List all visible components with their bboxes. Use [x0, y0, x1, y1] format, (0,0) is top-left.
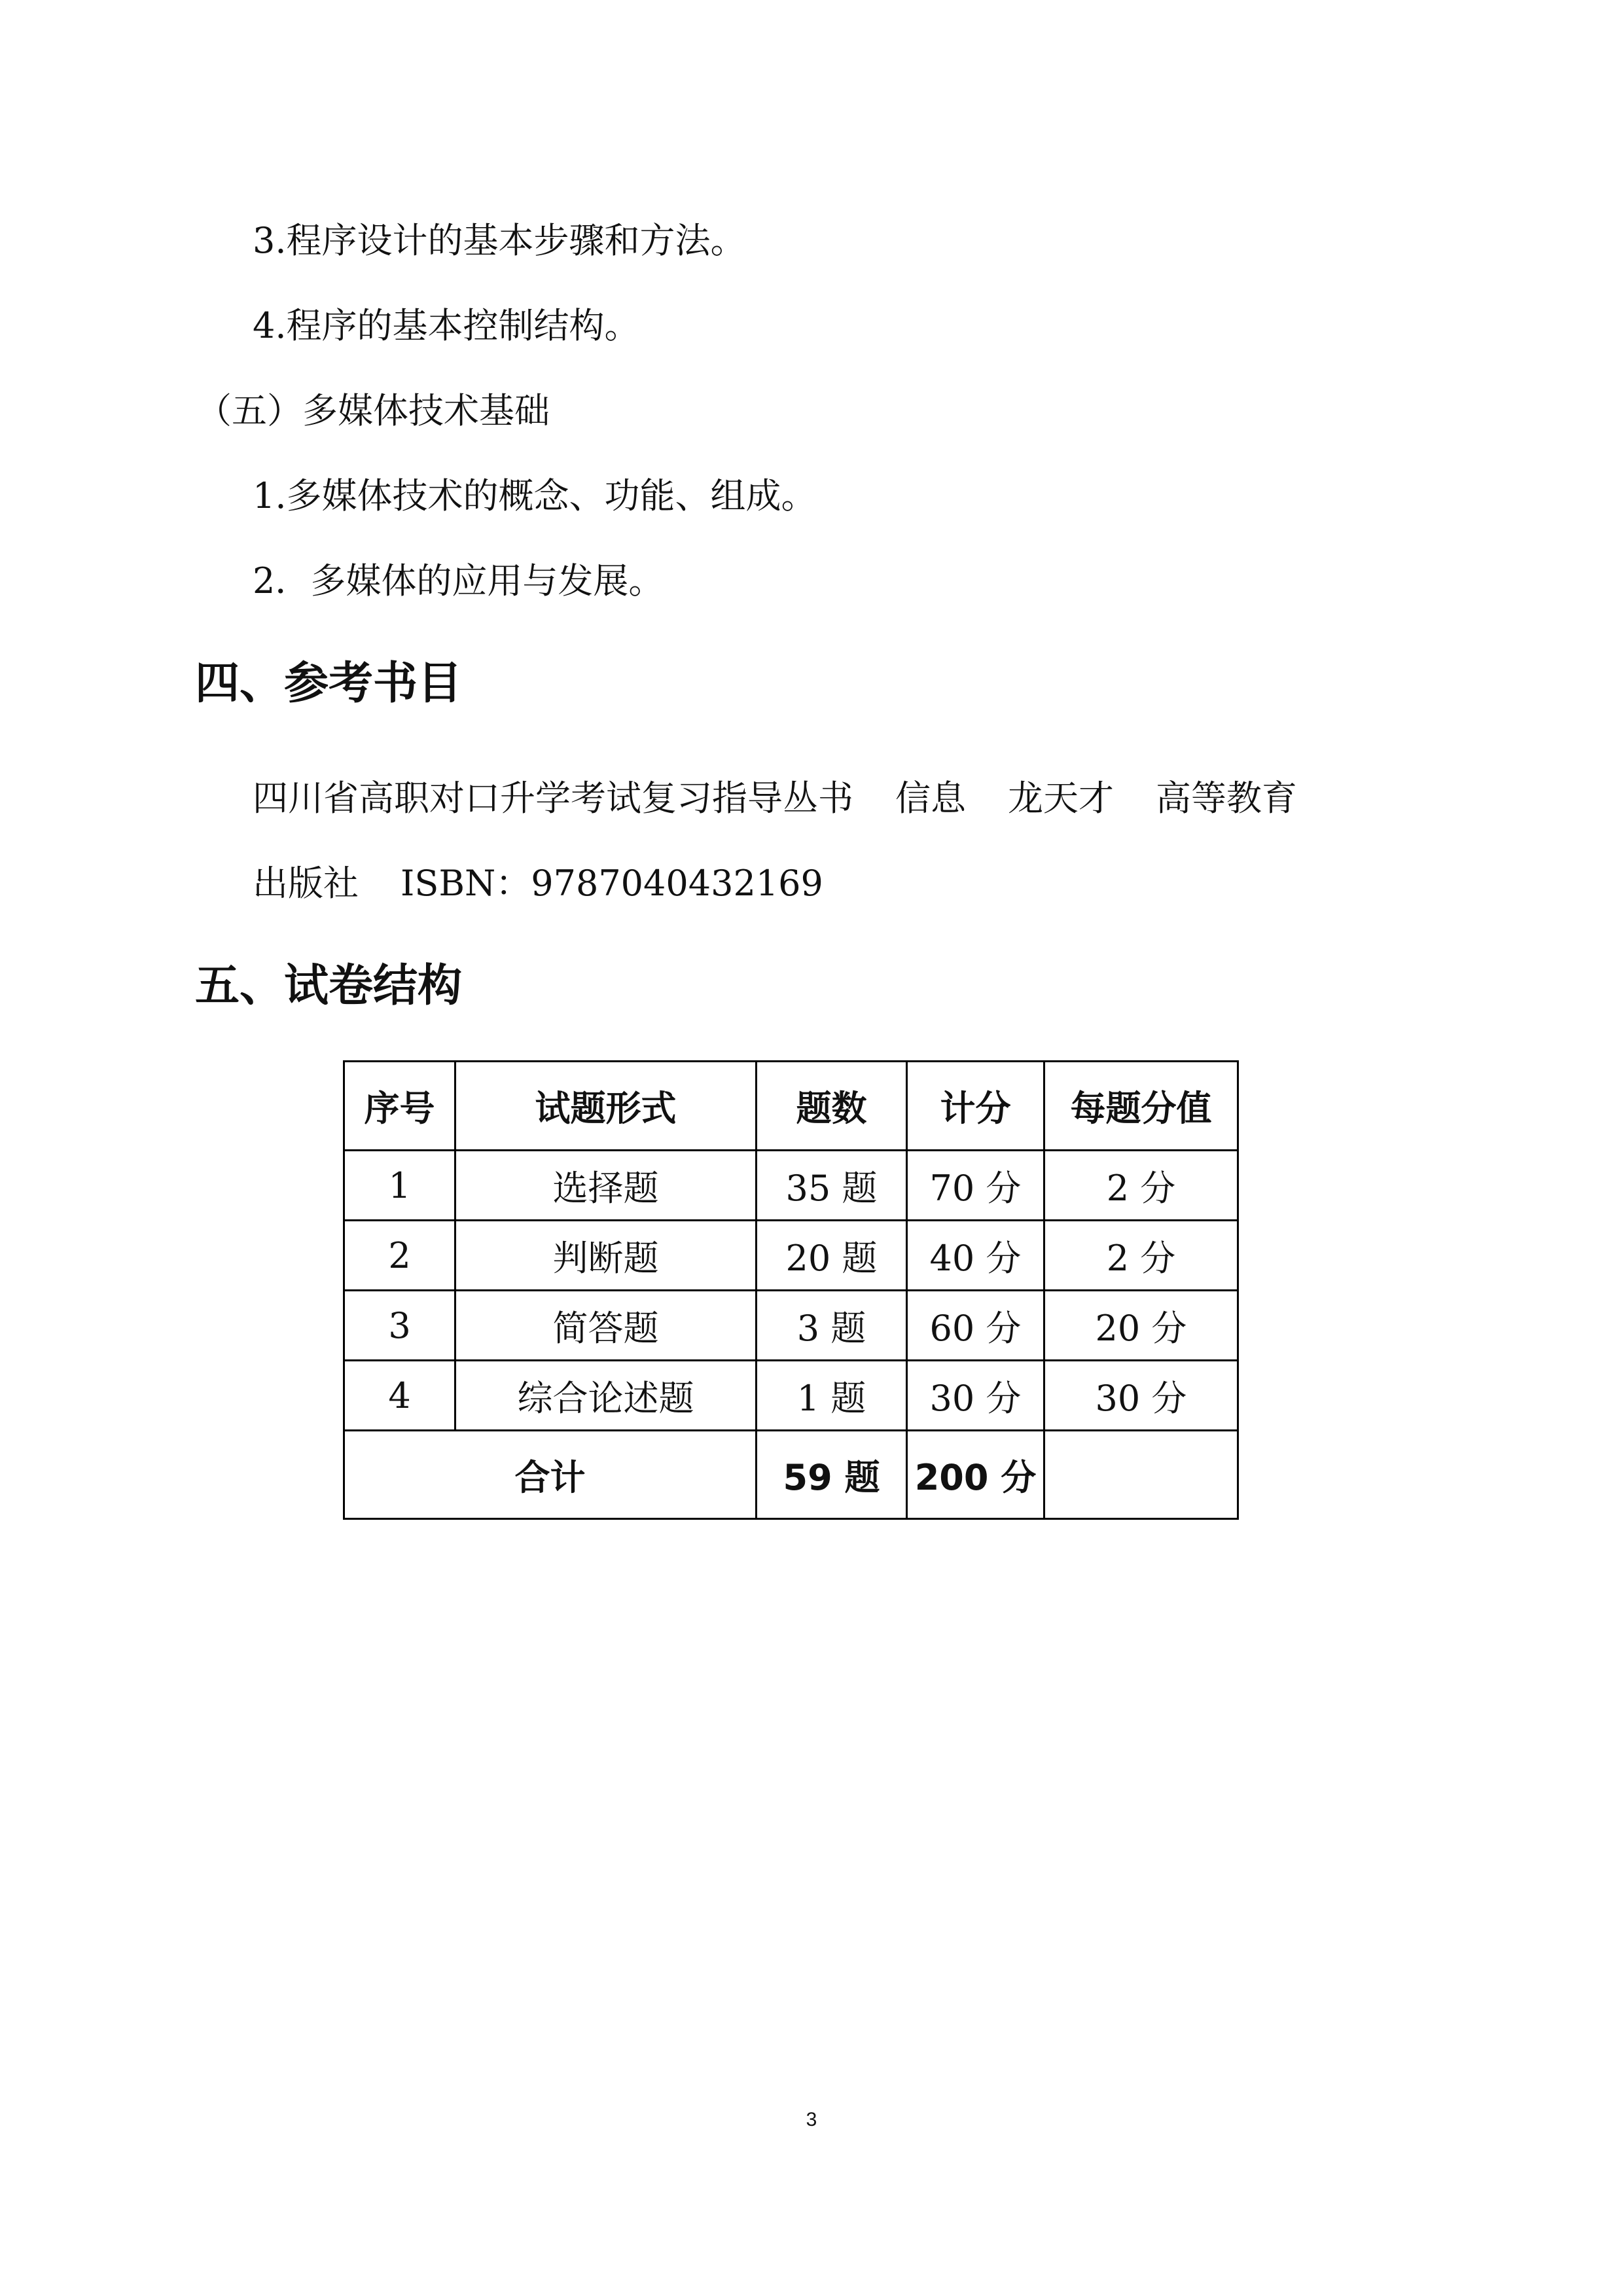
reference-isbn: ISBN：9787040432169: [401, 863, 823, 904]
page-number: 3: [806, 2109, 817, 2130]
cell-number: 2: [344, 1221, 455, 1291]
cell-points-each: 20 分: [1044, 1291, 1238, 1361]
total-question-count: 59 题: [757, 1431, 907, 1519]
cell-question-count: 1 题: [757, 1361, 907, 1431]
cell-points-each: 30 分: [1044, 1361, 1238, 1431]
cell-question-type: 选择题: [455, 1151, 757, 1221]
cell-question-type: 综合论述题: [455, 1361, 757, 1431]
cell-score: 60 分: [907, 1291, 1044, 1361]
table-row: [344, 1361, 1238, 1431]
heading-references: 四、参考书目: [195, 658, 463, 709]
cell-question-count: 20 题: [757, 1221, 907, 1291]
table-header-row: [344, 1062, 1238, 1151]
cell-question-count: 3 题: [757, 1291, 907, 1361]
cell-number: 3: [344, 1291, 455, 1361]
table-row: [344, 1291, 1238, 1361]
item-1-multimedia-concepts: 1.多媒体技术的概念、功能、组成。: [253, 475, 817, 516]
total-label: 合计: [344, 1431, 757, 1519]
table-total-row: [344, 1431, 1238, 1519]
cell-points-each: 2 分: [1044, 1221, 1238, 1291]
reference-publisher: 高等教育: [1156, 778, 1297, 819]
table-row: [344, 1151, 1238, 1221]
header-question-type: 试题形式: [455, 1062, 757, 1151]
reference-line-1: [253, 776, 1297, 821]
exam-structure-table: [343, 1060, 1239, 1520]
total-score: 200 分: [907, 1431, 1044, 1519]
header-question-count: 题数: [757, 1062, 907, 1151]
header-points-each: 每题分值: [1044, 1062, 1238, 1151]
item-3-program-design-steps: 3.程序设计的基本步骤和方法。: [253, 220, 746, 261]
reference-author: 龙天才: [1008, 778, 1114, 819]
reference-subject: 信息: [895, 778, 966, 819]
item-4-control-structures: 4.程序的基本控制结构。: [253, 305, 640, 346]
cell-score: 40 分: [907, 1221, 1044, 1291]
cell-question-type: 简答题: [455, 1291, 757, 1361]
cell-question-count: 35 题: [757, 1151, 907, 1221]
header-number: 序号: [344, 1062, 455, 1151]
total-points-each: [1044, 1431, 1238, 1519]
item-2-multimedia-applications: 2．多媒体的应用与发展。: [253, 560, 664, 601]
header-score: 计分: [907, 1062, 1044, 1151]
subsection-five-title: （五）多媒体技术基础: [196, 390, 550, 431]
reference-line-2: [253, 861, 823, 906]
cell-number: 1: [344, 1151, 455, 1221]
cell-question-type: 判断题: [455, 1221, 757, 1291]
table-row: [344, 1221, 1238, 1291]
heading-exam-structure: 五、试卷结构: [195, 960, 463, 1012]
reference-publisher-cont: 出版社: [253, 863, 359, 904]
cell-score: 30 分: [907, 1361, 1044, 1431]
reference-series: 四川省高职对口升学考试复习指导丛书: [253, 778, 853, 819]
cell-points-each: 2 分: [1044, 1151, 1238, 1221]
cell-score: 70 分: [907, 1151, 1044, 1221]
cell-number: 4: [344, 1361, 455, 1431]
